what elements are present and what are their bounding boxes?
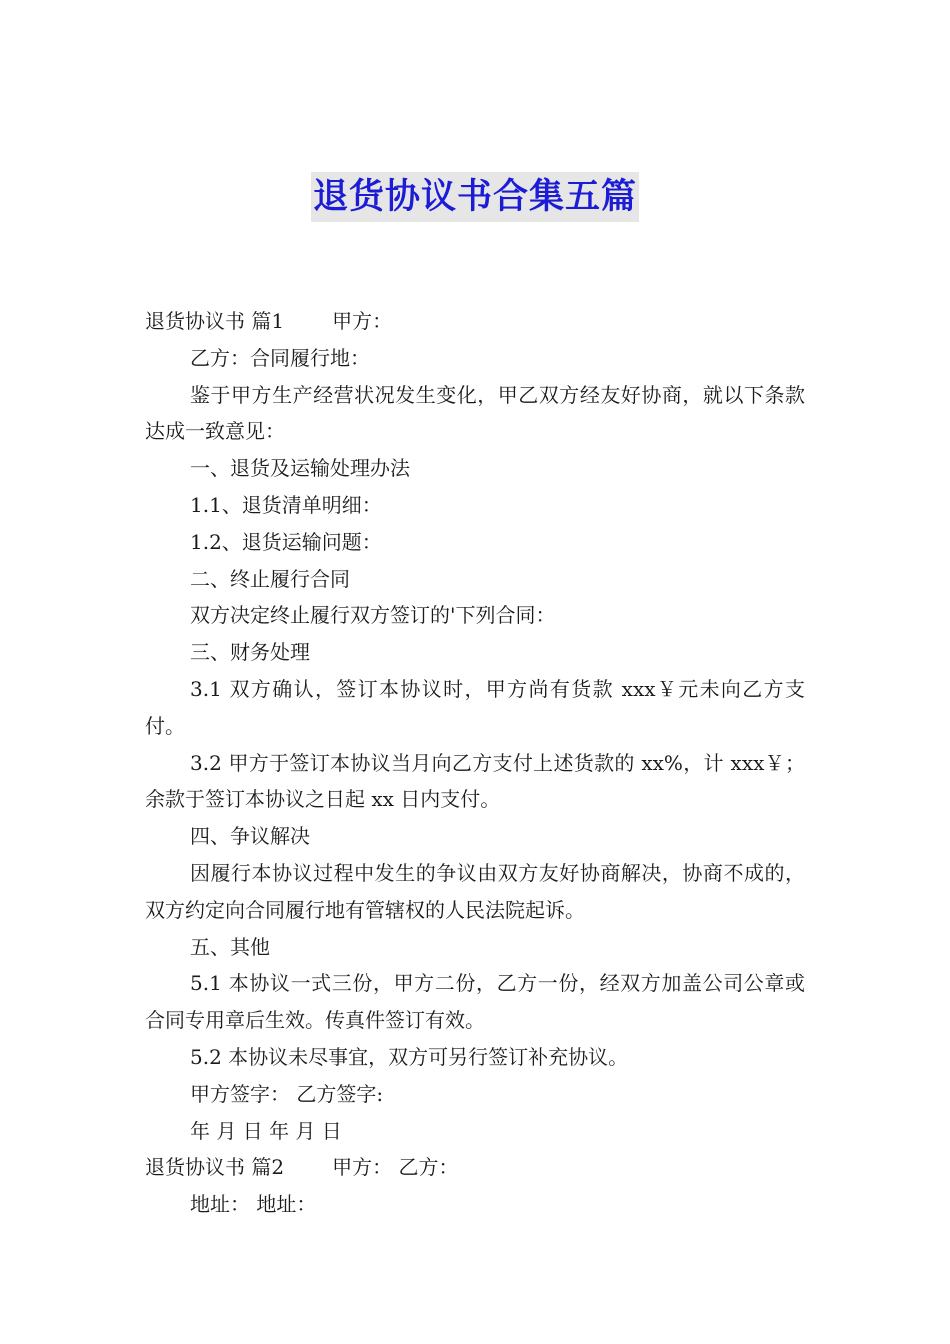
paragraph: 乙方：合同履行地：: [190, 345, 370, 370]
paragraph: 双方决定终止履行双方签订的'下列合同：: [190, 603, 556, 628]
section2-heading: 退货协议书 篇2: [145, 1155, 285, 1180]
document-body: [145, 303, 805, 1223]
clause-heading: 四、争议解决: [190, 824, 310, 849]
section2-heading-line: [145, 1149, 805, 1186]
clause-heading: 二、终止履行合同: [190, 566, 350, 591]
signature-line: 甲方签字： 乙方签字:: [190, 1081, 384, 1106]
paragraph: 因履行本协议过程中发生的争议由双方友好协商解决，协商不成的，双方约定向合同履行地有管辖权的人民法院起诉。: [145, 860, 805, 922]
paragraph: 5.1 本协议一式三份，甲方二份，乙方一份，经双方加盖公司公章或合同专用章后生效。传真件签订有效。: [145, 971, 805, 1033]
clause-heading: 五、其他: [190, 934, 270, 959]
paragraph: 5.2 本协议未尽事宜，双方可另行签订补充协议。: [190, 1044, 629, 1069]
section1-heading: 退货协议书 篇1: [145, 309, 285, 333]
paragraph: 1.2、退货运输问题：: [190, 529, 382, 554]
clause-heading: 一、退货及运输处理办法: [190, 456, 410, 481]
paragraph: 鉴于甲方生产经营状况发生变化，甲乙双方经友好协商，就以下条款达成一致意见：: [145, 382, 805, 444]
section2-parties: 甲方： 乙方：: [332, 1155, 459, 1180]
section1-party-a: 甲方：: [332, 309, 393, 333]
paragraph: 3.1 双方确认，签订本协议时，甲方尚有货款 xxx￥元未向乙方支付。: [145, 676, 805, 738]
document-title-text: 退货协议书合集五篇: [311, 172, 639, 222]
section1-heading-line: [145, 303, 805, 340]
date-line: 年 月 日 年 月 日: [190, 1118, 342, 1143]
paragraph: 1.1、退货清单明细：: [190, 492, 382, 517]
document-title: [0, 172, 950, 222]
paragraph: 地址： 地址：: [190, 1192, 317, 1217]
clause-heading: 三、财务处理: [190, 640, 310, 665]
paragraph: 3.2 甲方于签订本协议当月向乙方支付上述货款的 xx%，计 xxx￥；余款于签订本协议之日起 xx 日内支付。: [145, 750, 805, 812]
